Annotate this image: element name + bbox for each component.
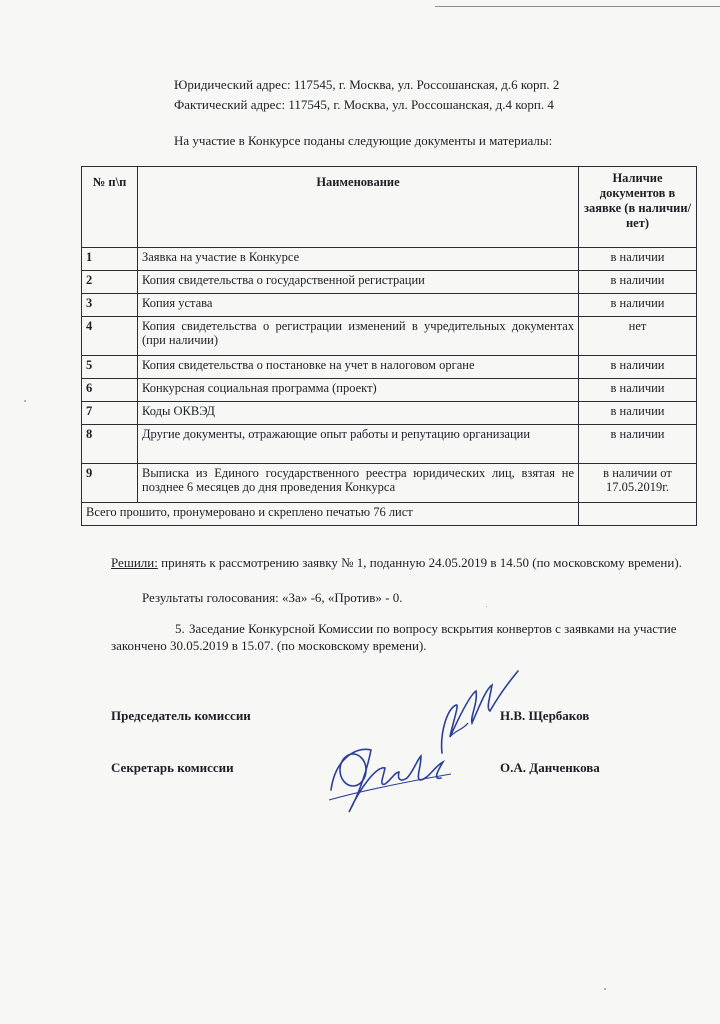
- table-header-row: [82, 167, 697, 248]
- point-5-text: Заседание Конкурсной Комиссии по вопросу вскрытия конвертов с заявками на участие закончено 30.05.2019 в 15.07. (по московскому времени).: [111, 621, 677, 653]
- row-num: 1: [82, 248, 138, 271]
- row-name: Заявка на участие в Конкурсе: [138, 248, 579, 271]
- total-empty-cell: [579, 503, 697, 526]
- actual-address: Фактический адрес: 117545, г. Москва, ул. Россошанская, д.4 корп. 4: [174, 97, 554, 112]
- documents-table: [81, 166, 697, 526]
- voting-results: Результаты голосования: «За» -6, «Против» - 0.: [142, 590, 403, 605]
- table-row: [82, 248, 697, 271]
- header-availability: Наличие документов в заявке (в наличии/нет): [579, 167, 697, 248]
- row-name: Другие документы, отражающие опыт работы и репутацию организации: [138, 425, 579, 464]
- point-5-number: 5.: [175, 621, 185, 636]
- secretary-signature-icon: [325, 720, 455, 820]
- row-num: 7: [82, 402, 138, 425]
- table-row: [82, 356, 697, 379]
- total-text: Всего прошито, пронумеровано и скреплено печатью 76 лист: [82, 503, 579, 526]
- row-availability: в наличии: [579, 379, 697, 402]
- table-row: [82, 317, 697, 356]
- row-availability: в наличии от 17.05.2019г.: [579, 464, 697, 503]
- row-num: 4: [82, 317, 138, 356]
- row-name: Коды ОКВЭД: [138, 402, 579, 425]
- header-num: № п\п: [82, 167, 138, 248]
- secretary-name: О.А. Данченкова: [500, 760, 600, 775]
- row-availability: в наличии: [579, 271, 697, 294]
- row-num: 5: [82, 356, 138, 379]
- row-availability: в наличии: [579, 248, 697, 271]
- row-name: Конкурсная социальная программа (проект): [138, 379, 579, 402]
- decision-label: Решили:: [111, 555, 158, 570]
- scan-speck: [486, 606, 487, 607]
- row-name: Выписка из Единого государственного реестра юридических лиц, взятая не позднее 6 месяцев до дня проведения Конкурса: [138, 464, 579, 503]
- row-name: Копия свидетельства о постановке на учет в налоговом органе: [138, 356, 579, 379]
- secretary-label: Секретарь комиссии: [111, 760, 234, 775]
- table-row: [82, 464, 697, 503]
- header-name: Наименование: [138, 167, 579, 248]
- table-row: [82, 294, 697, 317]
- table-row: [82, 425, 697, 464]
- table-row: [82, 271, 697, 294]
- row-availability: нет: [579, 317, 697, 356]
- row-availability: в наличии: [579, 402, 697, 425]
- table-row: [82, 402, 697, 425]
- point-5-number-wrap: [111, 620, 185, 637]
- table-total-row: [82, 503, 697, 526]
- scan-speck: [24, 400, 26, 402]
- top-edge-line: [435, 6, 720, 7]
- row-num: 9: [82, 464, 138, 503]
- row-num: 6: [82, 379, 138, 402]
- row-num: 2: [82, 271, 138, 294]
- row-availability: в наличии: [579, 356, 697, 379]
- row-name: Копия свидетельства о регистрации изменений в учредительных документах (при наличии): [138, 317, 579, 356]
- chair-label: Председатель комиссии: [111, 708, 251, 723]
- chair-name: Н.В. Щербаков: [500, 708, 590, 723]
- row-name: Копия свидетельства о государственной регистрации: [138, 271, 579, 294]
- row-num: 8: [82, 425, 138, 464]
- point-5-paragraph: [111, 620, 686, 654]
- legal-address: Юридический адрес: 117545, г. Москва, ул. Россошанская, д.6 корп. 2: [174, 77, 560, 92]
- decision-paragraph: [111, 554, 686, 571]
- decision-text: принять к рассмотрению заявку № 1, поданную 24.05.2019 в 14.50 (по московскому времени).: [157, 555, 682, 570]
- row-name: Копия устава: [138, 294, 579, 317]
- scan-speck: [604, 988, 606, 990]
- table-row: [82, 379, 697, 402]
- row-availability: в наличии: [579, 425, 697, 464]
- row-num: 3: [82, 294, 138, 317]
- row-availability: в наличии: [579, 294, 697, 317]
- documents-intro: На участие в Конкурсе поданы следующие документы и материалы:: [174, 133, 553, 148]
